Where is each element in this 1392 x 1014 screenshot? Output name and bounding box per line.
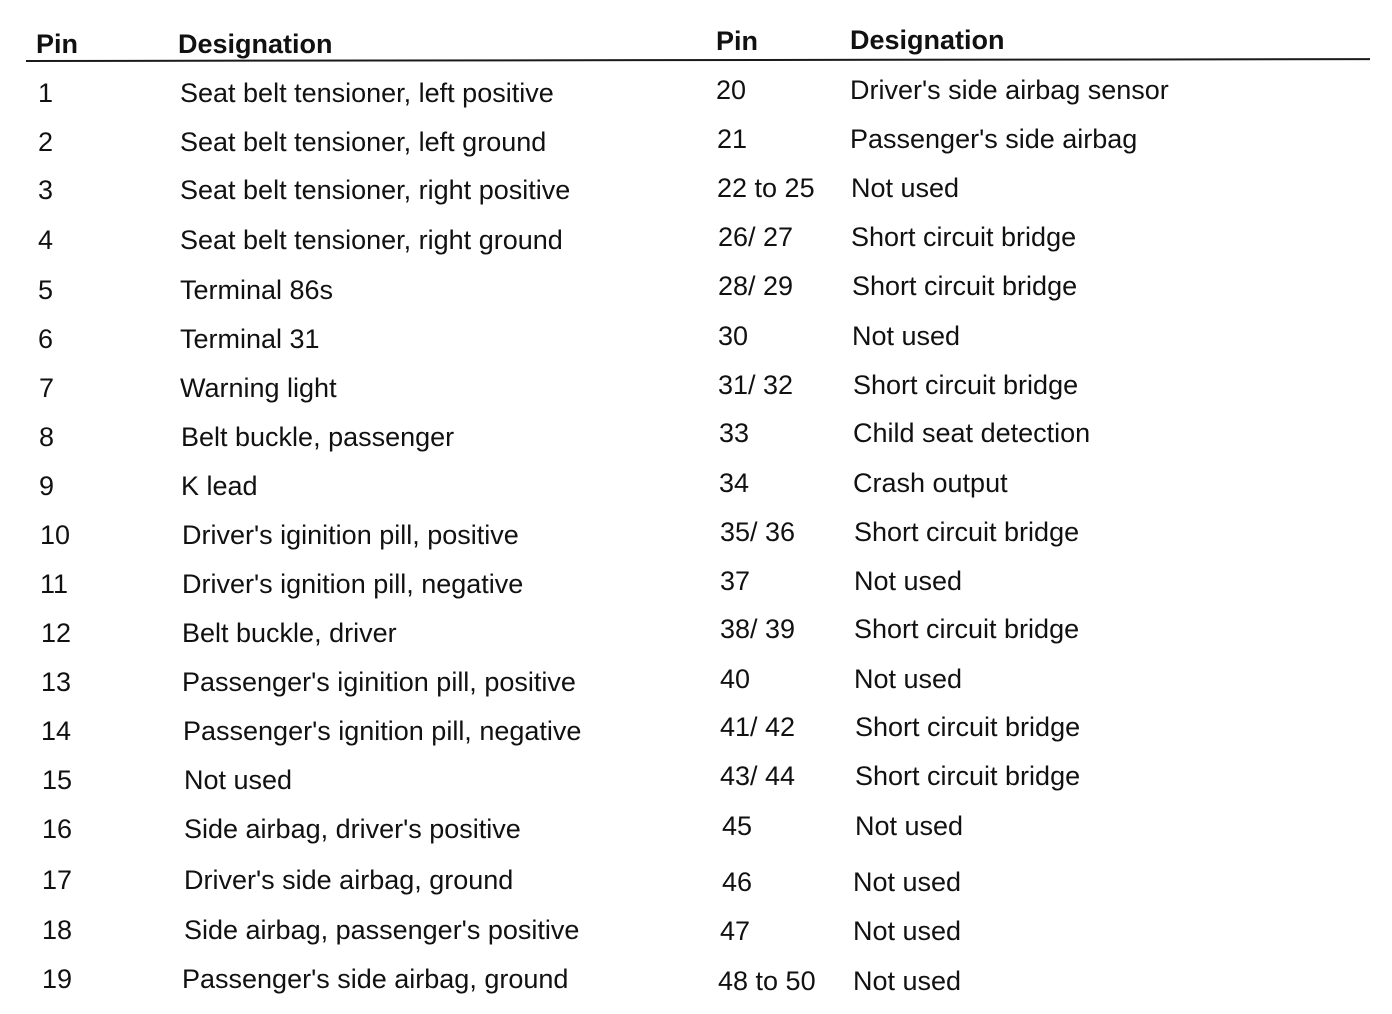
header-left-designation: Designation xyxy=(178,29,333,59)
pin-cell-right: 38/ 39 xyxy=(720,614,796,644)
designation-cell: Passenger's ignition pill, negative xyxy=(183,716,582,746)
designation-cell-right: Not used xyxy=(852,321,961,351)
pin-cell: 3 xyxy=(38,175,54,205)
designation-cell: Passenger's side airbag, ground xyxy=(182,964,569,994)
designation-cell: Seat belt tensioner, right ground xyxy=(180,225,563,255)
designation-cell-right: Short circuit bridge xyxy=(855,712,1081,742)
header-left-pin: Pin xyxy=(36,29,79,59)
designation-cell-right: Not used xyxy=(853,867,962,897)
pin-cell-right: 28/ 29 xyxy=(718,271,794,301)
pin-cell: 1 xyxy=(38,78,54,108)
designation-cell: Warning light xyxy=(180,373,337,403)
pin-cell: 18 xyxy=(42,915,73,945)
designation-cell: Driver's ignition pill, negative xyxy=(182,569,524,599)
header-right-designation: Designation xyxy=(850,25,1005,55)
pin-cell-right: 20 xyxy=(716,75,747,105)
designation-cell: Seat belt tensioner, right positive xyxy=(180,175,571,205)
designation-cell: Driver's side airbag, ground xyxy=(184,865,514,895)
pin-cell: 8 xyxy=(39,422,55,452)
pin-cell: 17 xyxy=(42,865,73,895)
header-right-pin: Pin xyxy=(716,26,759,56)
pin-cell-right: 35/ 36 xyxy=(720,517,796,547)
designation-cell: Terminal 31 xyxy=(180,324,320,354)
pin-cell: 10 xyxy=(40,520,71,550)
designation-cell: Belt buckle, driver xyxy=(182,618,397,648)
designation-cell: Side airbag, passenger's positive xyxy=(184,915,580,945)
pin-cell: 13 xyxy=(41,667,72,697)
pin-cell-right: 45 xyxy=(722,811,753,841)
pin-cell: 15 xyxy=(42,765,73,795)
pin-cell: 14 xyxy=(41,716,72,746)
pin-cell-right: 41/ 42 xyxy=(720,712,796,742)
designation-cell: Seat belt tensioner, left positive xyxy=(180,78,554,108)
pin-cell: 16 xyxy=(42,814,73,844)
pin-cell-right: 30 xyxy=(718,321,749,351)
designation-cell-right: Not used xyxy=(854,566,963,596)
pin-cell: 4 xyxy=(38,225,54,255)
pin-cell: 11 xyxy=(40,569,69,599)
designation-cell-right: Passenger's side airbag xyxy=(850,124,1138,154)
pin-cell: 7 xyxy=(39,373,55,403)
designation-cell: Passenger's iginition pill, positive xyxy=(182,667,576,697)
pin-cell: 5 xyxy=(38,275,54,305)
designation-cell-right: Not used xyxy=(854,664,963,694)
pin-cell-right: 37 xyxy=(720,566,751,596)
pin-cell: 12 xyxy=(41,618,72,648)
pin-cell-right: 34 xyxy=(719,468,750,498)
designation-cell-right: Crash output xyxy=(853,468,1008,498)
designation-cell: K lead xyxy=(181,471,258,501)
pin-cell: 19 xyxy=(42,964,73,994)
designation-cell-right: Not used xyxy=(853,966,962,996)
pin-cell: 2 xyxy=(38,127,54,157)
designation-cell-right: Driver's side airbag sensor xyxy=(850,75,1169,105)
pin-cell-right: 22 to 25 xyxy=(717,173,815,203)
designation-cell-right: Short circuit bridge xyxy=(854,517,1080,547)
designation-cell-right: Short circuit bridge xyxy=(852,271,1078,301)
designation-cell: Not used xyxy=(184,765,293,795)
pin-cell-right: 48 to 50 xyxy=(718,966,816,996)
pin-cell: 9 xyxy=(39,471,55,501)
pin-cell: 6 xyxy=(38,324,54,354)
designation-cell-right: Short circuit bridge xyxy=(851,222,1077,252)
designation-cell: Seat belt tensioner, left ground xyxy=(180,127,547,157)
designation-cell-right: Not used xyxy=(851,173,960,203)
designation-cell-right: Not used xyxy=(853,916,962,946)
pin-cell-right: 47 xyxy=(720,916,751,946)
designation-cell: Driver's iginition pill, positive xyxy=(182,520,519,550)
designation-cell-right: Short circuit bridge xyxy=(854,614,1080,644)
pin-cell-right: 21 xyxy=(717,124,748,154)
designation-cell: Side airbag, driver's positive xyxy=(184,814,521,844)
pin-cell-right: 46 xyxy=(722,867,753,897)
designation-cell: Belt buckle, passenger xyxy=(181,422,455,452)
pin-cell-right: 33 xyxy=(719,418,750,448)
designation-cell: Terminal 86s xyxy=(180,275,334,305)
designation-cell-right: Short circuit bridge xyxy=(855,761,1081,791)
designation-cell-right: Child seat detection xyxy=(853,418,1091,448)
pin-cell-right: 40 xyxy=(720,664,751,694)
designation-cell-right: Short circuit bridge xyxy=(853,370,1079,400)
designation-cell-right: Not used xyxy=(855,811,964,841)
pin-cell-right: 26/ 27 xyxy=(718,222,794,252)
pin-cell-right: 43/ 44 xyxy=(720,761,796,791)
pin-cell-right: 31/ 32 xyxy=(718,370,794,400)
